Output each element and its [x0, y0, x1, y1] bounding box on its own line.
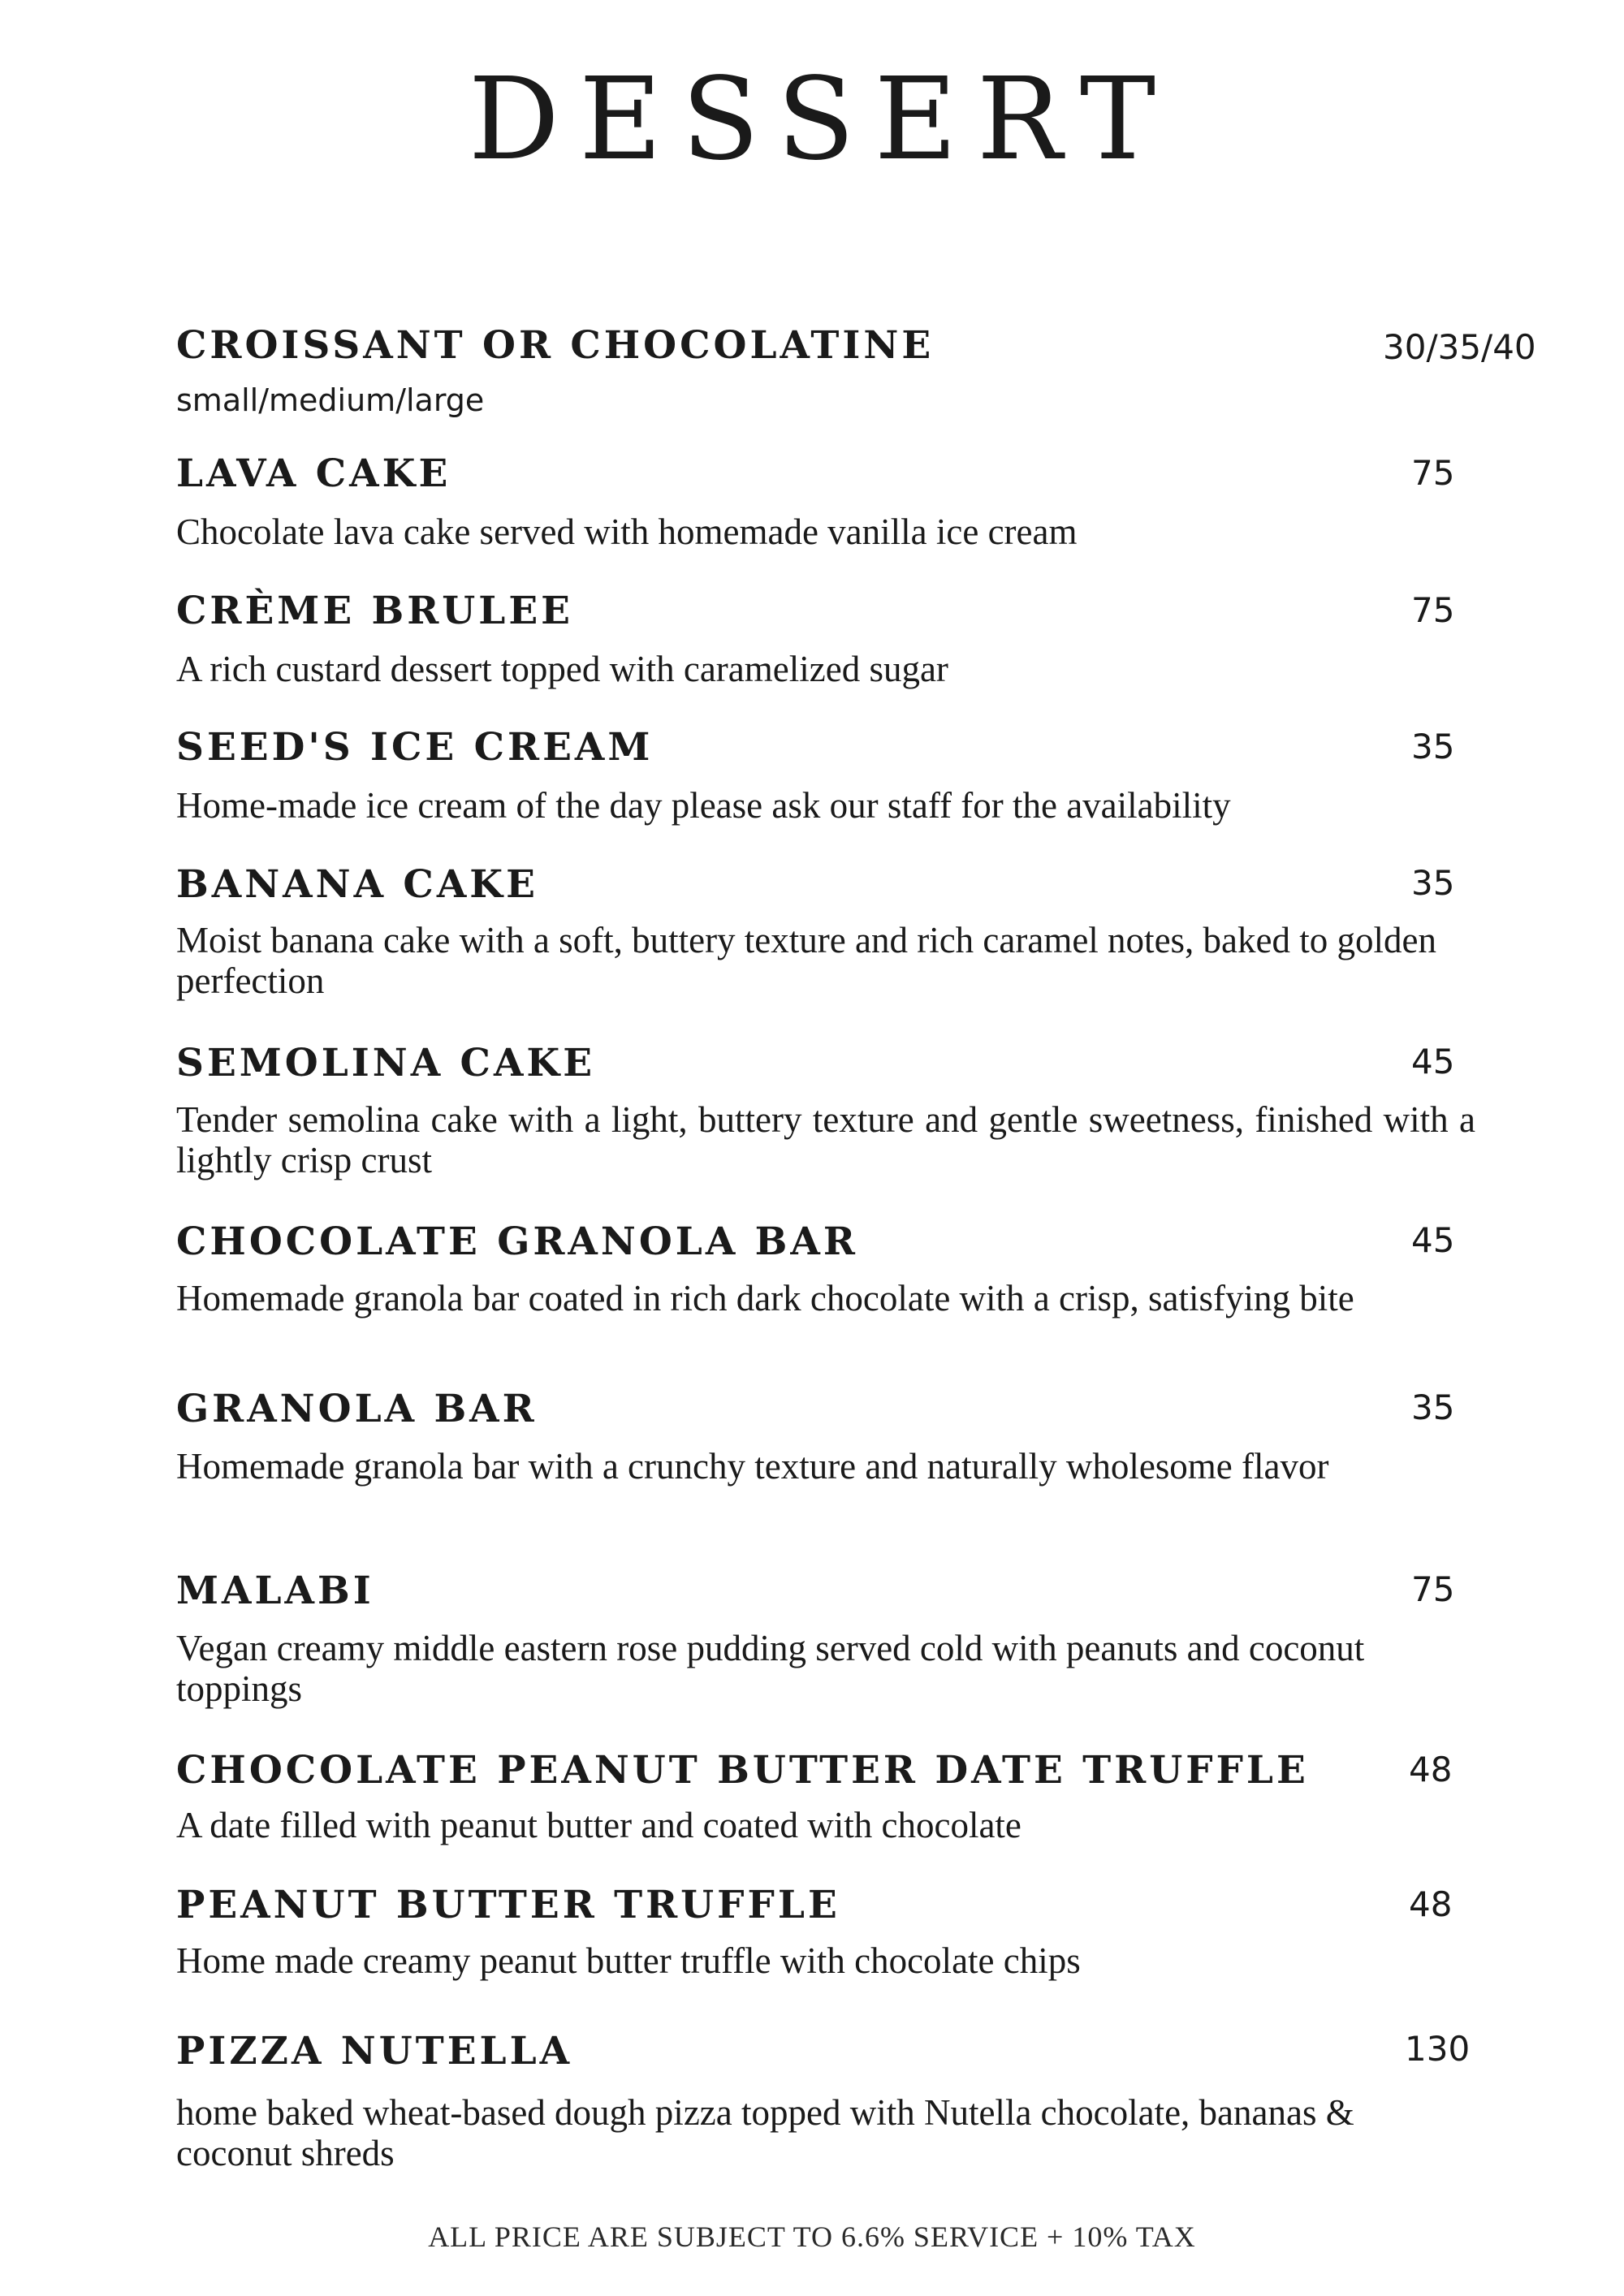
menu-item-name: GRANOLA BAR: [176, 1387, 538, 1431]
menu-item-name: MALABI: [176, 1569, 374, 1613]
menu-item-name: CRÈME BRULEE: [176, 589, 573, 633]
menu-item-name: CHOCOLATE GRANOLA BAR: [176, 1219, 858, 1264]
menu-item-price: 130: [1405, 2029, 1471, 2069]
menu-item-description: Homemade granola bar with a crunchy texture and naturally wholesome flavor: [176, 1446, 1329, 1487]
menu-item-description: Vegan creamy middle eastern rose pudding served cold with peanuts and coconut toppings: [176, 1628, 1365, 1709]
menu-item-description: Home made creamy peanut butter truffle with chocolate chips: [176, 1940, 1081, 1981]
menu-item-description: Moist banana cake with a soft, buttery texture and rich caramel notes, baked to golden perfection: [176, 920, 1436, 1001]
menu-item-price: 35: [1411, 1388, 1455, 1427]
menu-item-price: 75: [1411, 1569, 1455, 1609]
menu-item-name: PIZZA NUTELLA: [176, 2029, 573, 2074]
menu-item-description: Chocolate lava cake served with homemade vanilla ice cream: [176, 511, 1078, 552]
menu-item-description: Tender semolina cake with a light, buttery texture and gentle sweetness, finished with a lightly crisp crust: [176, 1099, 1475, 1180]
menu-item-price: 30/35/40: [1383, 327, 1536, 367]
menu-item-price: 45: [1411, 1042, 1455, 1081]
menu-item-price: 48: [1409, 1884, 1453, 1924]
menu-item-price: 35: [1411, 727, 1455, 766]
menu-item-description: Homemade granola bar coated in rich dark chocolate with a crisp, satisfying bite: [176, 1278, 1354, 1318]
menu-item-price: 45: [1411, 1220, 1455, 1260]
menu-item-name: SEED'S ICE CREAM: [176, 725, 654, 770]
menu-item-price: 35: [1411, 863, 1455, 903]
menu-item-description: home baked wheat-based dough pizza topped with Nutella chocolate, bananas & coconut shreds: [176, 2092, 1354, 2173]
page-title: DESSERT: [468, 54, 1176, 186]
menu-item-name: PEANUT BUTTER TRUFFLE: [176, 1883, 840, 1927]
menu-item-price: 75: [1411, 590, 1455, 630]
menu-item-price: 75: [1411, 453, 1455, 493]
menu-item-price: 48: [1409, 1750, 1453, 1789]
menu-item-description: Home-made ice cream of the day please ask our staff for the availability: [176, 785, 1231, 826]
menu-item-name: CHOCOLATE PEANUT BUTTER DATE TRUFFLE: [176, 1748, 1309, 1793]
footer-note: ALL PRICE ARE SUBJECT TO 6.6% SERVICE + 10% TAX: [428, 2220, 1196, 2253]
menu-item-description: A rich custard dessert topped with caramelized sugar: [176, 649, 948, 689]
menu-item-size-note: small/medium/large: [176, 382, 485, 418]
menu-item-name: CROISSANT OR CHOCOLATINE: [176, 323, 935, 368]
menu-item-name: BANANA CAKE: [176, 862, 538, 907]
menu-item-description: A date filled with peanut butter and coated with chocolate: [176, 1805, 1021, 1845]
menu-item-name: SEMOLINA CAKE: [176, 1041, 596, 1085]
menu-item-name: LAVA CAKE: [176, 451, 451, 496]
